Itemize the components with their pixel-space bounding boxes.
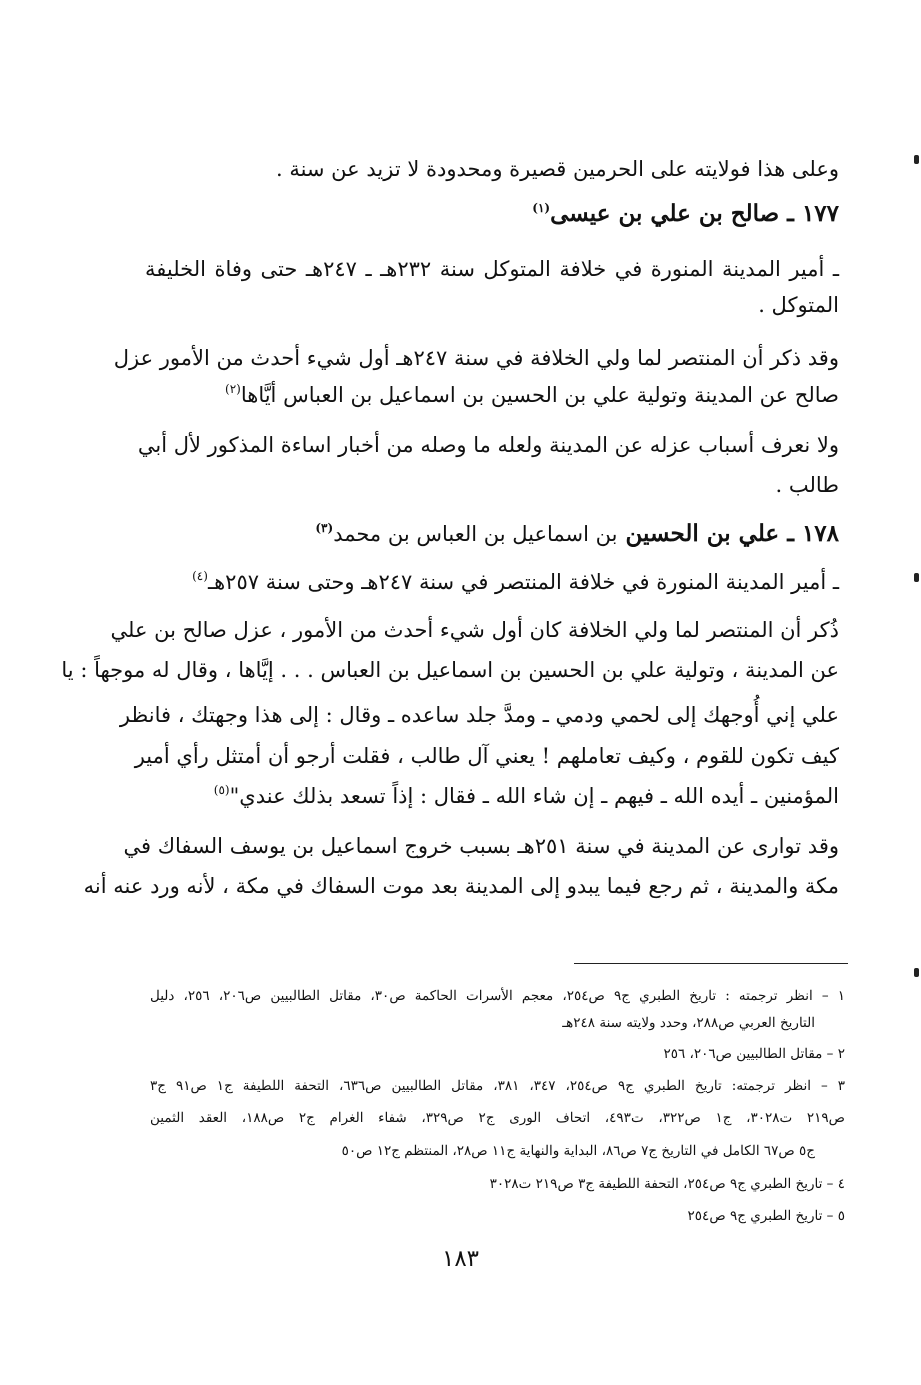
paragraph-line (214, 781, 839, 811)
paragraph-line: طالب . (775, 473, 839, 497)
entry-name: علي بن الحسين (625, 520, 780, 547)
footnote-line: ص٢١٩ ت٣٠٢٨، ج١ ص٣٢٢، ت٤٩٣، اتحاف الورى ج٢ ص٣٢٩، شفاء الغرام ج٢ ص١٨٨، العقد الثمين (150, 1110, 845, 1126)
footnote-line: ٣ – انظر ترجمته: تاريخ الطبري ج٩ ص٢٥٤، ٣٤٧، ٣٨١، مقاتل الطالبيين ص٦٣٦، التحفة اللطيفة ج١ ص٩١ ج٣ (150, 1078, 845, 1094)
paragraph-line: ـ أمير المدينة المنورة في خلافة المتوكل سنة ٢٣٢هـ ـ ٢٤٧هـ حتى وفاة الخليفة (145, 257, 839, 281)
paragraph-line: وعلى هذا فولايته على الحرمين قصيرة ومحدودة لا تزيد عن سنة . (275, 157, 839, 181)
paragraph-line: مكة والمدينة ، ثم رجع فيما يبدو إلى المدينة بعد موت السفاك في مكة ، لأنه ورد عنه أنه (83, 874, 839, 898)
footnote-line: التاريخ العربي ص٢٨٨، وحدد ولايته سنة ٢٤٨هـ (562, 1015, 815, 1031)
paragraph-line: المتوكل . (758, 293, 839, 317)
entry-title: ١٧٧ ـ صالح بن علي بن عيسى (550, 200, 839, 227)
footnote-line: ج٥ ص٦٧ الكامل في التاريخ ج٧ ص٨٦، البداية والنهاية ج١١ ص٢٨، المنتظم ج١٢ ص٥٠ (341, 1143, 815, 1159)
paragraph-line: عن المدينة ، وتولية علي بن الحسين بن اسماعيل بن العباس . . . إيَّاها ، وقال له موجهاً : يا (61, 658, 839, 682)
paragraph-line: كيف تكون للقوم ، وكيف تعاملهم ! يعني آل طالب ، فقلت أرجو أن أمتثل رأي أمير (134, 744, 839, 768)
paragraph-line: وقد ذكر أن المنتصر لما ولي الخلافة في سنة ٢٤٧هـ أول شيء أحدث من الأمور عزل (113, 346, 839, 370)
paragraph-text: ـ أمير المدينة المنورة في خلافة المنتصر في سنة ٢٤٧هـ وحتى سنة ٢٥٧هـ (207, 570, 839, 594)
footnote-ref: (٢) (225, 382, 241, 396)
paragraph-line (192, 567, 839, 597)
footnote-line: ٢ – مقاتل الطالبيين ص٢٠٦، ٢٥٦ (663, 1046, 845, 1062)
footnote-ref: (١) (532, 201, 551, 215)
paragraph-line (225, 380, 839, 410)
footnote-separator (574, 963, 848, 964)
paragraph-line: ذُكر أن المنتصر لما ولي الخلافة كان أول شيء أحدث من الأمور ، عزل صالح بن علي (110, 618, 839, 642)
paragraph-text: المؤمنين ـ أيده الله ـ فيهم ـ إن شاء الله ـ فقال : إذاً تسعد بذلك عندي" (229, 784, 839, 808)
margin-mark (914, 155, 919, 164)
footnote-line: ١ – انظر ترجمته : تاريخ الطبري ج٩ ص٢٥٤، معجم الأسرات الحاكمة ص٣٠، مقاتل الطالبيين ص٢٠٦، ٢٥٦، دليل (150, 988, 845, 1004)
margin-mark (914, 968, 919, 977)
entry-heading-178 (315, 519, 839, 549)
margin-mark (914, 573, 919, 582)
entry-number: ١٧٨ ـ (787, 520, 839, 547)
entry-heading-177 (532, 199, 839, 229)
footnote-line: ٥ – تاريخ الطبري ج٩ ص٢٥٤ (687, 1208, 845, 1224)
footnote-ref: (٥) (213, 783, 230, 797)
footnote-ref: (٤) (192, 569, 208, 583)
page-number: ١٨٣ (441, 1246, 480, 1272)
footnote-ref: (٣) (315, 521, 334, 535)
paragraph-line: ولا نعرف أسباب عزله عن المدينة ولعله ما وصله من أخبار اساءة المذكور لأل أبي (137, 433, 839, 457)
footnote-line: ٤ – تاريخ الطبري ج٩ ص٢٥٤، التحفة اللطيفة ج٣ ص٢١٩ ت٣٠٢٨ (489, 1176, 845, 1192)
entry-lineage: بن اسماعيل بن العباس بن محمد (333, 522, 618, 546)
paragraph-text: صالح عن المدينة وتولية علي بن الحسين بن اسماعيل بن العباس أيَّاها (240, 383, 839, 407)
paragraph-line: وقد توارى عن المدينة في سنة ٢٥١هـ بسبب خروج اسماعيل بن يوسف السفاك في (123, 834, 839, 858)
paragraph-line: علي إني أُوجهك إلى لحمي ودمي ـ ومدَّ جلد ساعده ـ وقال : إلى هذا وجهتك ، فانظر (119, 703, 839, 727)
